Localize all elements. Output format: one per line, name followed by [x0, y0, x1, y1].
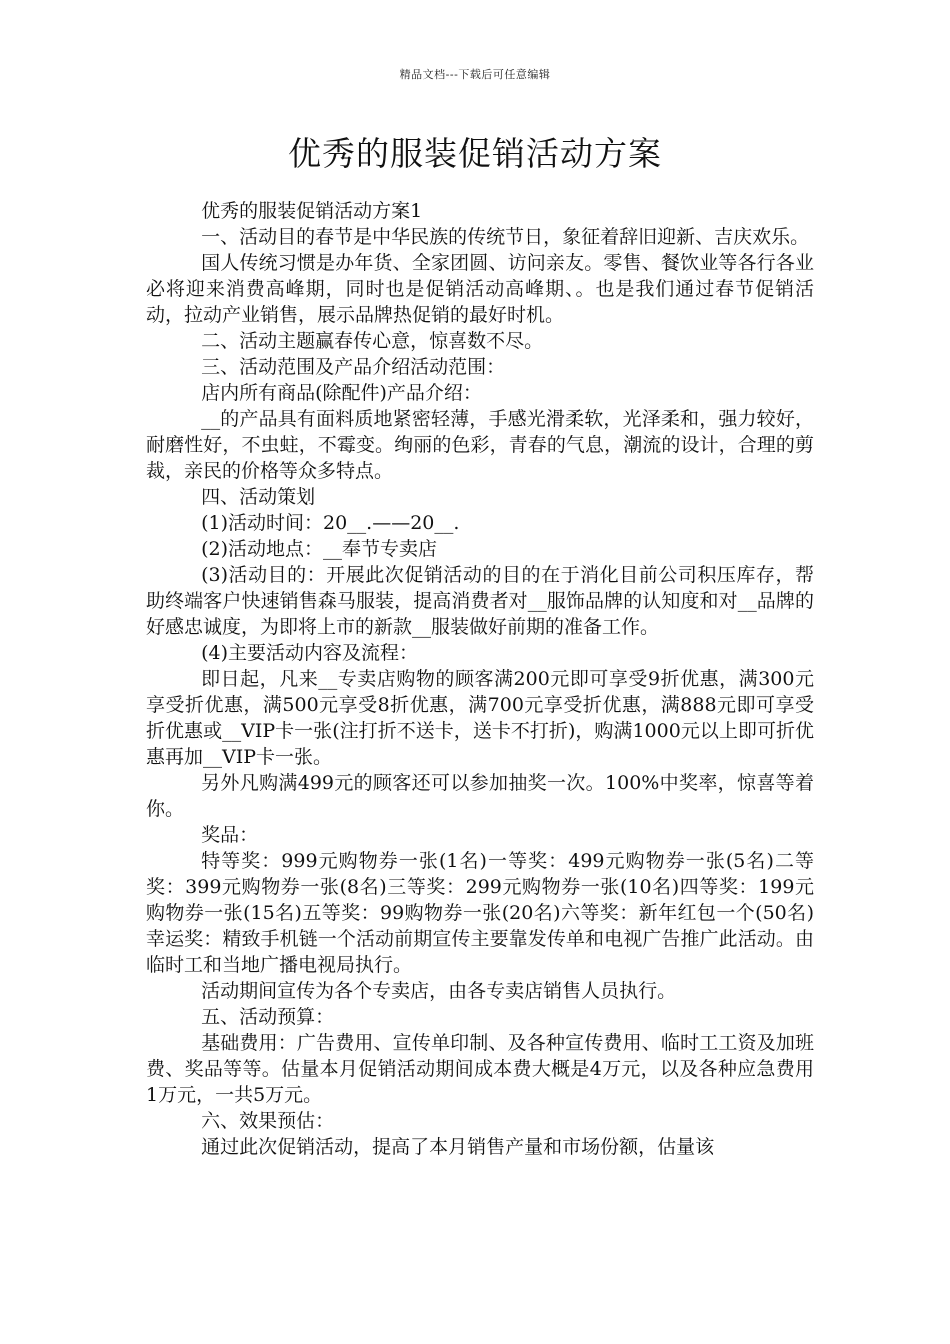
document-title: 优秀的服装促销活动方案 — [288, 134, 662, 173]
paragraph: 基础费用：广告费用、宣传单印制、及各种宣传费用、临时工工资及加班费、奖品等等。估量本月促销活动期间成本费大概是4万元，以及各种应急费用1万元，一共5万元。 — [146, 1032, 814, 1106]
paragraph: 四、活动策划 — [201, 486, 316, 508]
paragraph: 五、活动预算： — [201, 1006, 335, 1028]
paragraph: 通过此次促销活动，提高了本月销售产量和市场份额，估量该 — [201, 1136, 715, 1158]
paragraph: 三、活动范围及产品介绍活动范围： — [201, 356, 506, 378]
paragraph: 一、活动目的春节是中华民族的传统节日，象征着辞旧迎新、吉庆欢乐。 — [201, 226, 810, 248]
paragraph: (1)活动时间：20__.——20__. — [201, 512, 460, 534]
paragraph: 另外凡购满499元的顾客还可以参加抽奖一次。100%中奖率，惊喜等着你。 — [146, 772, 814, 820]
document-body — [146, 198, 814, 1160]
paragraph: 优秀的服装促销活动方案1 — [201, 200, 423, 222]
paragraph: 奖品： — [201, 824, 259, 846]
paragraph: 六、效果预估： — [201, 1110, 335, 1132]
paragraph: (2)活动地点：__奉节专卖店 — [201, 538, 438, 560]
paragraph: 店内所有商品(除配件)产品介绍： — [201, 382, 482, 404]
paragraph: (3)活动目的：开展此次促销活动的目的在于消化目前公司积压库存，帮助终端客户快速销售森马服装，提高消费者对__服饰品牌的认知度和对__品牌的好感忠诚度，为即将上市的新款__服装做好前期的准备工作。 — [146, 564, 814, 638]
paragraph: __的产品具有面料质地紧密轻薄，手感光滑柔软，光泽柔和，强力较好，耐磨性好，不虫蛀，不霉变。绚丽的色彩，青春的气息，潮流的设计，合理的剪裁，亲民的价格等众多特点。 — [146, 408, 814, 482]
header-note: 精品文档---下载后可任意编辑 — [399, 68, 551, 81]
paragraph: 国人传统习惯是办年货、全家团圆、访问亲友。零售、餐饮业等各行各业必将迎来消费高峰期，同时也是促销活动高峰期、。也是我们通过春节促销活动，拉动产业销售，展示品牌热促销的最好时机。 — [146, 252, 814, 326]
paragraph: 即日起，凡来__专卖店购物的顾客满200元即可享受9折优惠，满300元享受折优惠，满500元享受8折优惠，满700元享受折优惠，满888元即可享受折优惠或__VIP卡一张(注打折不送卡，送卡不打折)，购满1000元以上即可折优惠再加__VIP卡一张。 — [146, 668, 814, 768]
paragraph: (4)主要活动内容及流程： — [201, 642, 419, 664]
paragraph: 二、活动主题赢春传心意，惊喜数不尽。 — [201, 330, 544, 352]
paragraph: 活动期间宣传为各个专卖店，由各专卖店销售人员执行。 — [201, 980, 677, 1002]
paragraph: 特等奖：999元购物券一张(1名)一等奖：499元购物券一张(5名)二等奖：399元购物券一张(8名)三等奖：299元购物券一张(10名)四等奖：199元购物券一张(15名)五等奖：99购物券一张(20名)六等奖：新年红包一个(50名)幸运奖：精致手机链一个活动前期宣传主要靠发传单和电视广告推广此活动。由临时工和当地广播电视局执行。 — [146, 850, 814, 976]
